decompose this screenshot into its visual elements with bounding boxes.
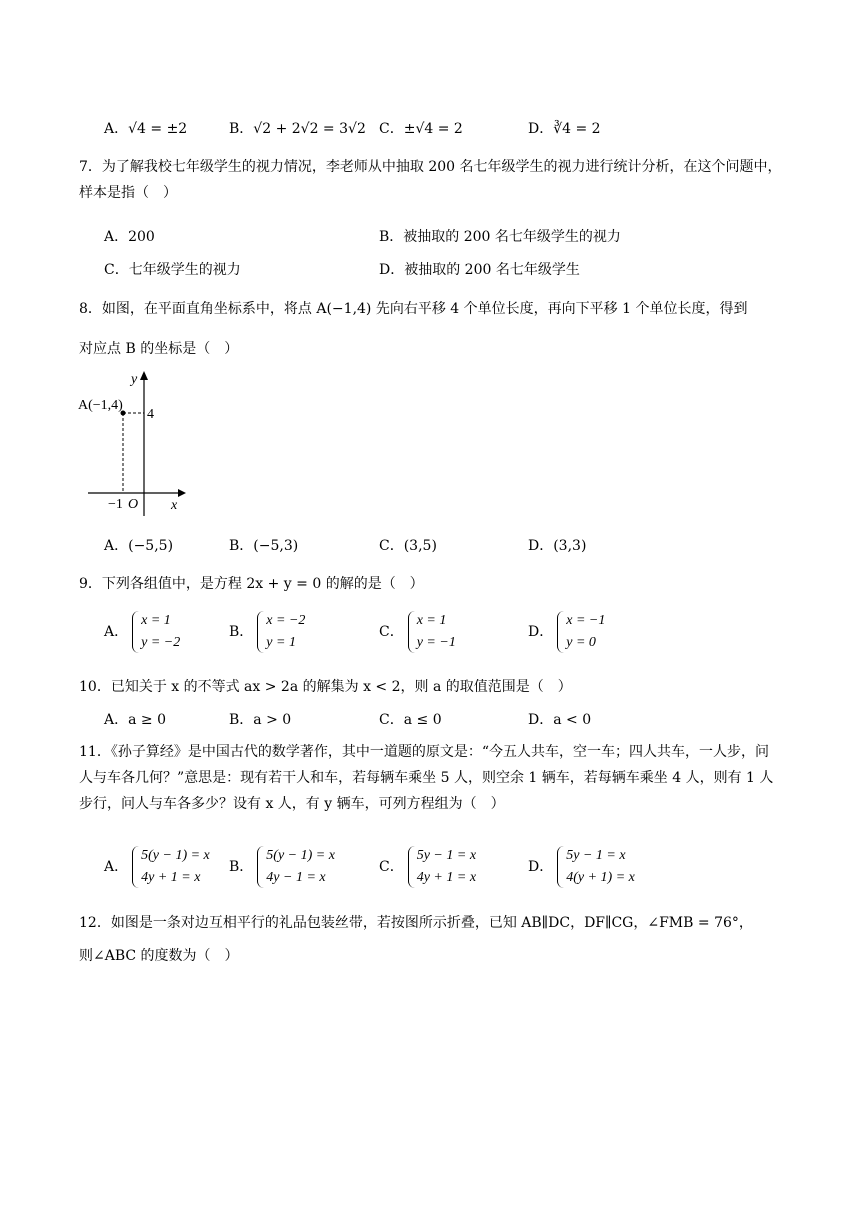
q11-option-b-eq2: 4y − 1 = x xyxy=(266,870,326,885)
q10-option-a: A．a ≥ 0 xyxy=(104,712,166,728)
x-tick-label: −1 xyxy=(108,497,123,512)
q8-coordinate-figure xyxy=(78,368,188,518)
q11-stem: 11．《孙子算经》是中国古代的数学著作，其中一道题的原文是：“今五人共车，空一车；四人共车，一人步，问人与车各几何？”意思是：现有若干人和车，若每辆车乘坐 5 人，则空余 1 辆车，若每辆车乘坐 4 人，则有 1 人步行，问人与车各多少？设有 x 人，有 y 辆车，可列方程组为（ ） xyxy=(79,744,774,812)
q7-option-a: A．200 xyxy=(104,229,155,245)
q12-stem-line2: 则∠ABC 的度数为（ ） xyxy=(79,948,239,964)
q11-option-a-system xyxy=(132,845,210,889)
q11-option-d-eq2: 4(y + 1) = x xyxy=(566,870,635,885)
q11-option-d-eq1: 5y − 1 = x xyxy=(566,848,626,863)
q8-option-c: C．(3,5) xyxy=(379,538,437,554)
q9-option-c-system xyxy=(408,610,456,654)
q9-option-b-eq2: y = 1 xyxy=(266,635,296,650)
q11-option-d xyxy=(528,845,635,889)
q9-option-d-eq1: x = −1 xyxy=(566,613,606,628)
q7-option-b: B．被抽取的 200 名七年级学生的视力 xyxy=(379,229,621,245)
q9-option-b-eq1: x = −2 xyxy=(266,613,306,628)
q7-option-d: D．被抽取的 200 名七年级学生 xyxy=(379,262,580,278)
q11-option-b-eq1: 5(y − 1) = x xyxy=(266,848,335,863)
q9-option-d xyxy=(528,610,605,654)
q11-option-d-label: D． xyxy=(528,859,554,875)
q9-option-c-eq2: y = −1 xyxy=(416,635,456,650)
q9-option-c-eq1: x = 1 xyxy=(416,613,447,628)
q9-option-c-label: C． xyxy=(379,624,404,640)
q10-option-d: D．a < 0 xyxy=(528,712,592,728)
q8-option-a: A．(−5,5) xyxy=(104,538,174,554)
q9-stem: 9．下列各组值中，是方程 2x + y = 0 的解的是（ ） xyxy=(79,576,424,592)
x-axis-arrow xyxy=(178,489,186,497)
q6-option-c: C．±√4 = 2 xyxy=(379,121,463,137)
q10-stem: 10．已知关于 x 的不等式 ax > 2a 的解集为 x < 2，则 a 的取值范围是（ ） xyxy=(79,679,572,695)
y-tick-label: 4 xyxy=(147,407,154,422)
q11-option-a-eq1: 5(y − 1) = x xyxy=(141,848,210,863)
q9-option-a-label: A． xyxy=(104,624,129,640)
y-axis-label: y xyxy=(131,372,138,387)
q9-option-d-system xyxy=(557,610,605,654)
q6-option-b: B．√2 + 2√2 = 3√2 xyxy=(229,121,366,137)
q6-option-d: D．∛4 = 2 xyxy=(528,121,601,137)
q11-option-c-label: C． xyxy=(379,859,404,875)
q11-option-c-system xyxy=(408,845,476,889)
q12-stem-line1: 12．如图是一条对边互相平行的礼品包装丝带，若按图所示折叠，已知 AB∥DC，DF∥CG，∠FMB = 76°， xyxy=(79,915,753,931)
q9-option-b-label: B． xyxy=(229,624,254,640)
q7-option-c: C．七年级学生的视力 xyxy=(104,262,241,278)
origin-label: O xyxy=(128,497,139,512)
q11-option-b-label: B． xyxy=(229,859,254,875)
q11-option-b xyxy=(229,845,335,889)
q11-option-c xyxy=(379,845,476,889)
q8-stem-line1: 8．如图，在平面直角坐标系中，将点 A(−1,4) 先向右平移 4 个单位长度，再向下平移 1 个单位长度，得到 xyxy=(79,301,748,317)
q11-option-c-eq2: 4y + 1 = x xyxy=(416,870,477,885)
q10-option-c: C．a ≤ 0 xyxy=(379,712,442,728)
q11-option-b-system xyxy=(257,845,335,889)
q8-option-d: D．(3,3) xyxy=(528,538,587,554)
q7-stem: 7．为了解我校七年级学生的视力情况，李老师从中抽取 200 名七年级学生的视力进行统计分析，在这个问题中，样本是指（ ） xyxy=(79,159,782,201)
x-axis-label: x xyxy=(171,498,178,513)
q9-option-b-system xyxy=(257,610,305,654)
q9-option-d-eq2: y = 0 xyxy=(566,635,596,650)
q9-option-b xyxy=(229,610,305,654)
q9-option-a xyxy=(104,610,180,654)
q10-option-b: B．a > 0 xyxy=(229,712,292,728)
q9-option-a-system xyxy=(132,610,180,654)
q11-option-c-eq1: 5y − 1 = x xyxy=(416,848,477,863)
q9-option-d-label: D． xyxy=(528,624,554,640)
q8-stem-line2: 对应点 B 的坐标是（ ） xyxy=(79,341,239,357)
q9-option-a-eq2: y = −2 xyxy=(141,635,181,650)
q11-option-a-eq2: 4y + 1 = x xyxy=(141,870,201,885)
q11-option-d-system xyxy=(557,845,635,889)
q9-option-a-eq1: x = 1 xyxy=(141,613,171,628)
q6-option-a: A．√4 = ±2 xyxy=(104,121,188,137)
y-axis-arrow xyxy=(140,371,148,380)
point-a-label: A(−1,4) xyxy=(78,398,123,413)
q11-option-a xyxy=(104,845,210,889)
q11-option-a-label: A． xyxy=(104,859,129,875)
q9-option-c xyxy=(379,610,456,654)
q8-option-b: B．(−5,3) xyxy=(229,538,299,554)
